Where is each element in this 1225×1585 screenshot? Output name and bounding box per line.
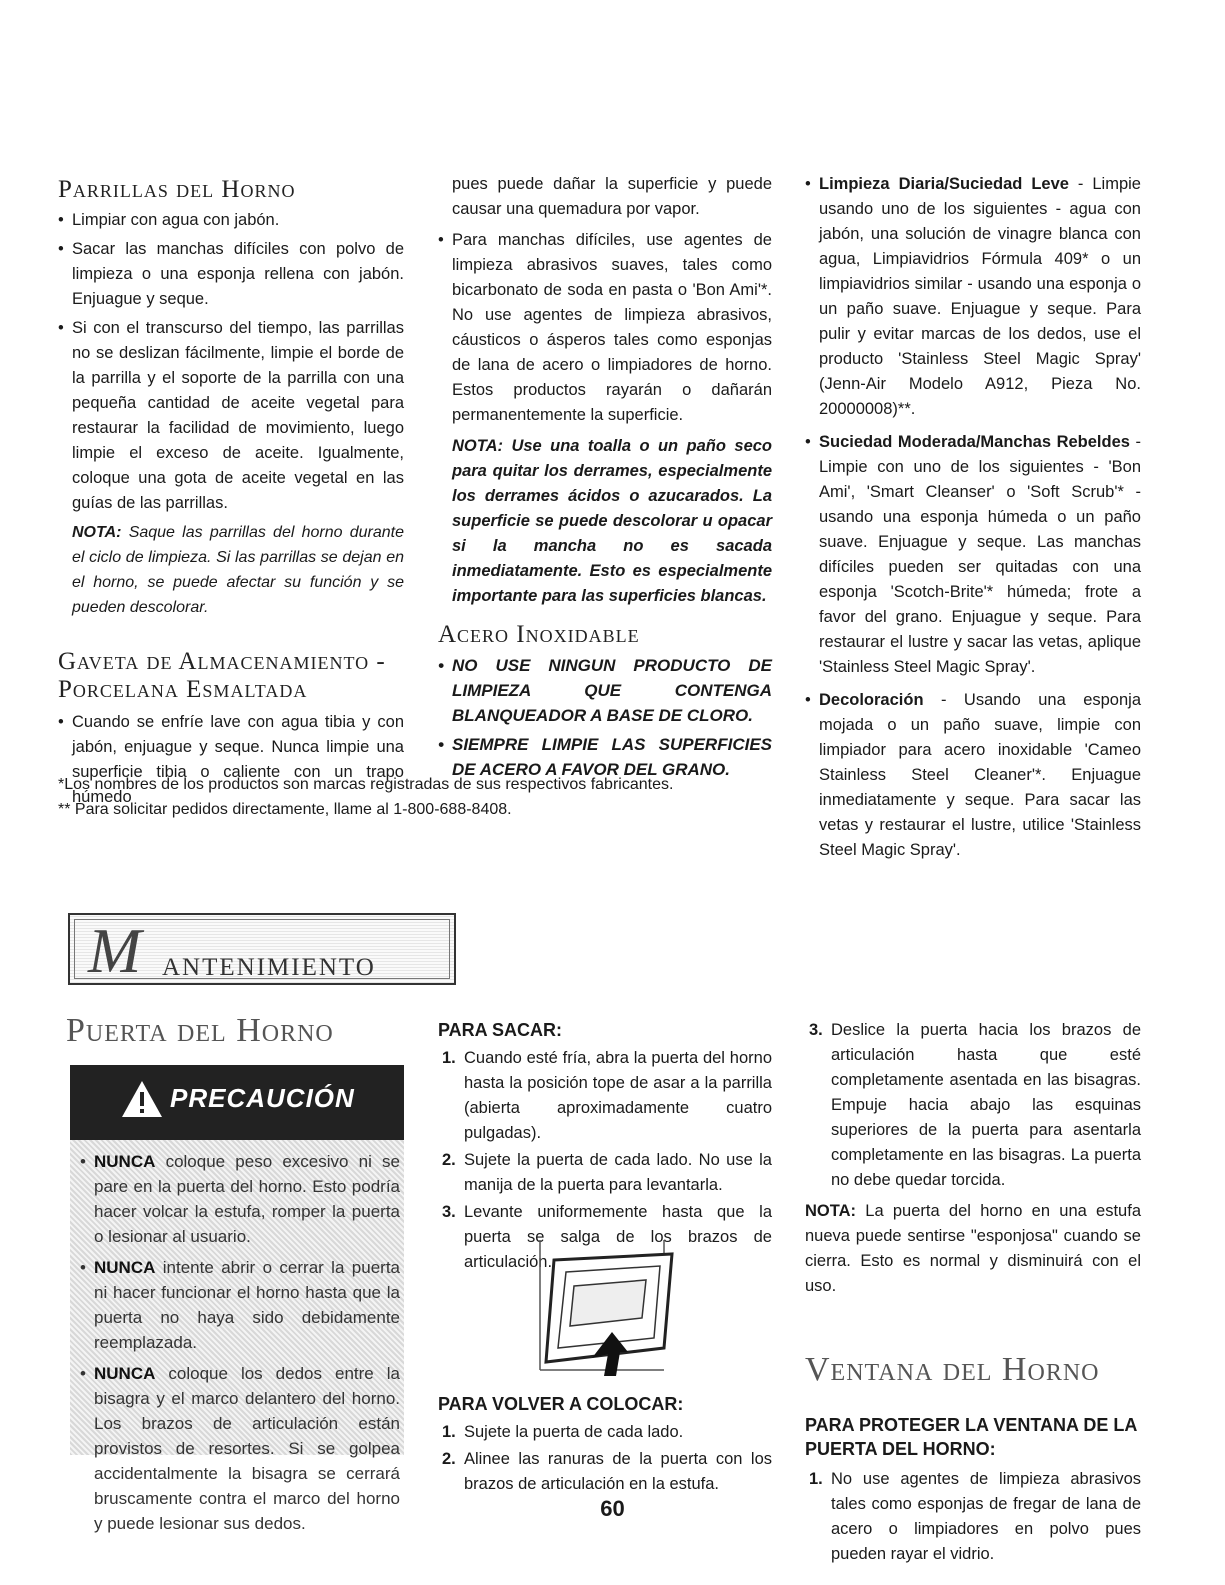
- list-item: [805, 1018, 1141, 1193]
- proteger-heading: PARA PROTEGER LA VENTANA DE LA PUERTA DEL HORNO:: [805, 1415, 1137, 1459]
- step-number: 3.: [442, 1203, 456, 1221]
- sacar-heading: PARA SACAR:: [438, 1020, 562, 1040]
- step-number: 1.: [442, 1049, 456, 1067]
- ventana-heading: Ventana del Horno: [805, 1351, 1100, 1388]
- list-item: • Cuando se enfríe lave con agua tibia y con jabón, enjuague y seque. Nunca limpie una superficie tibia o caliente con un trapo húmedo: [58, 710, 404, 810]
- volver-section: [438, 1392, 772, 1497]
- step-number: 1.: [442, 1423, 456, 1441]
- parrillas-section: [58, 176, 404, 810]
- puerta-heading: Puerta del Horno: [66, 1012, 334, 1049]
- parrillas-heading: Parrillas del Horno: [58, 176, 296, 203]
- footnotes: [58, 772, 673, 822]
- list-item: • Sacar las manchas difíciles con polvo de limpieza o una esponja rellena con jabón. Enjuague y seque.: [58, 237, 404, 312]
- item-lead: Suciedad Moderada/Manchas Rebeldes: [819, 433, 1130, 451]
- item-lead: NUNCA: [94, 1152, 156, 1171]
- banner-title: antenimiento: [162, 943, 376, 983]
- step-text: Sujete la puerta de cada lado.: [464, 1423, 684, 1441]
- list-item: • Para manchas difíciles, use agentes de limpieza abrasivos suaves, tales como bicarbonato de soda en pasta o 'Bon Ami'*. No use agentes de limpieza abrasivos, cáusticos o ásperos tales como esponjas de lana de acero o limpiadores de horno. Estos productos rayarán o dañarán permanentemente la superficie.: [438, 228, 772, 428]
- item-lead: Decoloración: [819, 691, 924, 709]
- step-number: 3.: [809, 1021, 823, 1039]
- bottom-column-2: [438, 1018, 772, 1275]
- item-text: coloque peso excesivo ni se pare en la puerta del horno. Esto podría hacer volcar la estufa, romper la puerta o lesionar al usuario.: [94, 1152, 400, 1246]
- note-text: Saque las parrillas del horno durante el ciclo de limpieza. Si las parrillas se dejan en el horno, se puede afectar su función y se pueden descolorar.: [72, 524, 405, 616]
- list-item: • SIEMPRE LIMPIE LAS SUPERFICIES DE ACERO A FAVOR DEL GRANO.: [438, 732, 772, 782]
- caution-title: PRECAUCIÓN: [170, 1083, 355, 1113]
- list-item: [438, 1148, 772, 1198]
- step-number: 2.: [442, 1151, 456, 1169]
- gaveta-heading-line1: Gaveta de Almacenamiento -: [58, 648, 386, 675]
- list-item: [438, 1447, 772, 1497]
- list-item: [438, 1046, 772, 1146]
- col2-list: [438, 228, 772, 428]
- item-lead: NUNCA: [94, 1364, 156, 1383]
- footnote: *Los nombres de los productos son marcas registradas de sus respectivos fabricantes.: [58, 776, 674, 793]
- list-item: [80, 1149, 400, 1249]
- volver-heading: PARA VOLVER A COLOCAR:: [438, 1394, 684, 1414]
- item-text: - Limpie con uno de los siguientes - 'Bon Ami', 'Smart Cleanser' o 'Soft Scrub'* - usando una esponja húmeda o un paño suave. Enjuague y seque. Las manchas difíciles pueden ser quitadas con una esponja 'Scotch-Brite'* húmeda; frote a favor del grano. Enjuague y seque. Para restaurar el lustre y sacar las vetas, aplique 'Stainless Steel Magic Spray'.: [819, 433, 1141, 676]
- step-text: Sujete la puerta de cada lado. No use la manija de la puerta para levantarla.: [464, 1151, 772, 1194]
- acero-list: [438, 653, 772, 782]
- puerta-note: [805, 1199, 1141, 1299]
- caution-box: [70, 1065, 404, 1533]
- volver-steps: [438, 1420, 772, 1497]
- parrillas-list: [58, 208, 404, 516]
- item-lead: Limpieza Diaria/Suciedad Leve: [819, 175, 1069, 193]
- list-item: • NO USE NINGUN PRODUCTO DE LIMPIEZA QUE CONTENGA BLANQUEADOR A BASE DE CLORO.: [438, 653, 772, 728]
- nota-derrames: NOTA: Use una toalla o un paño seco para quitar los derrames, especialmente los derrames ácidos o azucarados. La superficie se puede descolorar u opacar si la mancha no es sacada inmediatamente. Esto es especialmente importante para las superficies blancas.: [452, 437, 772, 605]
- list-item: [805, 430, 1141, 680]
- step-text: Cuando esté fría, abra la puerta del horno hasta la posición tope de asar a la parrilla (abierta aproximadamente cuatro pulgadas).: [464, 1049, 772, 1142]
- parrillas-note: [58, 520, 404, 620]
- bottom-column-3: [805, 1018, 1141, 1567]
- note-label: NOTA:: [72, 524, 122, 541]
- warning-icon: [120, 1079, 164, 1119]
- step-number: 1.: [809, 1470, 823, 1488]
- continued-text: pues puede dañar la superficie y puede causar una quemadura por vapor.: [452, 175, 772, 218]
- col3-list: [805, 172, 1141, 863]
- caution-header: [70, 1065, 404, 1140]
- item-text: coloque los dedos entre la bisagra y el marco delantero del horno. Los brazos de articulación están provistos de resortes. Si se golpea accidentalmente la bisagra se cerrará bruscamente contra el marco del horno y puede lesionar sus dedos.: [94, 1364, 400, 1533]
- list-item: • Limpiar con agua con jabón.: [58, 208, 404, 233]
- colocar-step-3: [805, 1018, 1141, 1193]
- item-lead: NUNCA: [94, 1258, 156, 1277]
- caution-list: [80, 1149, 400, 1536]
- list-item: • Si con el transcurso del tiempo, las parrillas no se deslizan fácilmente, limpie el borde de la parrilla y el soporte de la parrilla con una pequeña cantidad de aceite vegetal para restaurar la facilidad de movimiento, luego limpie el exceso de aceite. Igualmente, coloque una gota de aceite vegetal en las guías de las parrillas.: [58, 316, 404, 516]
- item-text: intente abrir o cerrar la puerta ni hacer funcionar el horno hasta que la puerta no haya sido debidamente reemplazada.: [94, 1258, 400, 1352]
- acero-heading: Acero Inoxidable: [438, 621, 640, 648]
- item-text: - Limpie usando uno de los siguientes - agua con jabón, una solución de vinagre blanca con agua, Limpiavidrios Fórmula 409* o un limpiavidrios similar - usando una esponja o un paño suave. Enjuague y seque. Para pulir y evitar marcas de los dedos, use el producto 'Stainless Steel Magic Spray' (Jenn-Air Modelo A912, Pieza No. 20000008)**.: [819, 175, 1141, 418]
- step-text: No use agentes de limpieza abrasivos tales como esponjas de fregar de lana de acero o limpiadores en polvo pues pueden rayar el vidrio.: [831, 1470, 1141, 1563]
- top-column-3: [805, 172, 1141, 863]
- footnote: ** Para solicitar pedidos directamente, llame al 1-800-688-8408.: [58, 801, 512, 818]
- step-text: Levante uniformemente hasta que la puerta se salga de los brazos de articulación.: [464, 1203, 772, 1271]
- list-item: [805, 172, 1141, 422]
- gaveta-heading-line2: Porcelana Esmaltada: [58, 676, 308, 703]
- oven-door-illustration: [522, 1240, 682, 1380]
- list-item: [805, 688, 1141, 863]
- note-text: La puerta del horno en una estufa nueva puede sentirse "esponjosa" cuando se cierra. Esto es normal y disminuirá con el uso.: [805, 1202, 1141, 1295]
- banner-initial: M: [88, 915, 142, 986]
- page-number: 60: [600, 1496, 625, 1521]
- step-text: Alinee las ranuras de la puerta con los brazos de articulación en la estufa.: [464, 1450, 772, 1493]
- step-number: 2.: [442, 1450, 456, 1468]
- list-item: [438, 1420, 772, 1445]
- item-text: - Usando una esponja mojada o un paño suave, limpie con limpiador para acero inoxidable 'Cameo Stainless Steel Cleaner'*. Enjuague inmediatamente y seque. Para sacar las vetas y restaurar el lustre, utilice 'Stainless Steel Magic Spray'.: [819, 691, 1141, 859]
- top-column-2: [438, 172, 772, 782]
- gaveta-heading: [58, 648, 404, 704]
- list-item: [80, 1255, 400, 1355]
- section-banner: [68, 913, 456, 985]
- step-text: Deslice la puerta hacia los brazos de articulación hasta que esté completamente asentada en las bisagras. Empuje hacia abajo las esquinas superiores de la puerta para asentarla completamente en las bisagras. La puerta no debe quedar torcida.: [831, 1021, 1141, 1189]
- note-label: NOTA:: [805, 1202, 857, 1220]
